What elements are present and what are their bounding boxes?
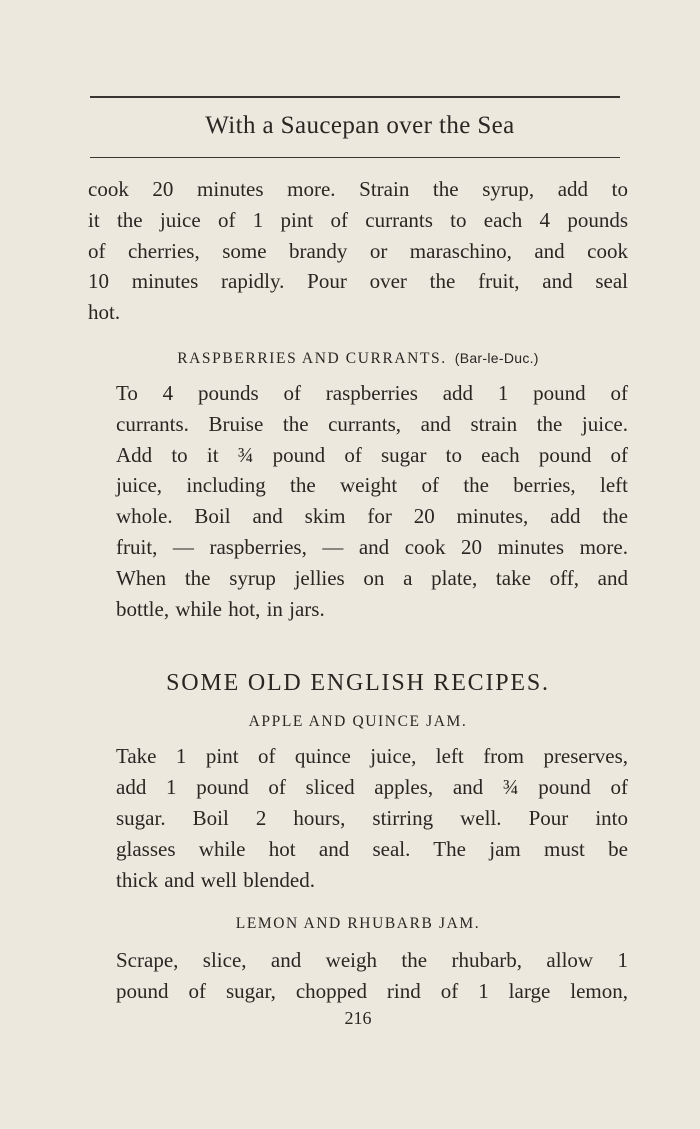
text-line: of cherries, some brandy or maraschino, and cook [88,238,628,263]
recipe-title-lemon: LEMON AND RHUBARB JAM. [235,915,481,933]
apple-paragraph [88,741,628,895]
text-line: whole. Boil and skim for 20 minutes, add the [116,504,628,529]
recipe-title-apple: APPLE AND QUINCE JAM. [248,713,468,731]
raspberries-paragraph [88,378,628,624]
text-line: add 1 pound of sliced apples, and ¾ pound of [116,775,628,800]
text-line: sugar. Boil 2 hours, stirring well. Pour into [116,805,628,830]
text-line: juice, including the weight of the berries, left [116,473,628,498]
recipe-title-text: RASPBERRIES AND CURRANTS. [177,349,447,367]
text-line: To 4 pounds of raspberries add 1 pound of [116,380,628,405]
section-title: SOME OLD ENGLISH RECIPES. [166,670,550,697]
recipe-title-raspberries [88,350,628,368]
text-line: fruit, — raspberries, — and cook 20 minutes more. [116,534,628,559]
header-rule [90,157,620,158]
text-line: 10 minutes rapidly. Pour over the fruit, and seal [88,269,628,294]
continuation-paragraph [88,174,628,328]
text-line: When the syrup jellies on a plate, take off, and [116,565,628,590]
text-line: it the juice of 1 pint of currants to each 4 pounds [88,207,628,232]
text-line: currants. Bruise the currants, and strain the juice. [116,411,628,436]
text-line: hot. [88,300,121,325]
text-line: Take 1 pint of quince juice, left from preserves, [116,744,628,769]
text-line: bottle, while hot, in jars. [116,596,325,621]
text-line: Add to it ¾ pound of sugar to each pound of [116,442,628,467]
text-line: thick and well blended. [116,867,315,892]
top-rule [90,96,620,98]
text-line: pound of sugar, chopped rind of 1 large lemon, [116,979,628,1004]
page-number: 216 [344,1008,372,1028]
running-head: With a Saucepan over the Sea [205,112,515,139]
lemon-paragraph [88,945,628,1007]
page-body [88,174,628,1007]
recipe-title-note: (Bar-le-Duc.) [454,349,539,366]
text-line: cook 20 minutes more. Strain the syrup, add to [88,177,628,201]
text-line: glasses while hot and seal. The jam must be [116,836,628,861]
text-line: Scrape, slice, and weigh the rhubarb, allow 1 [116,948,628,973]
